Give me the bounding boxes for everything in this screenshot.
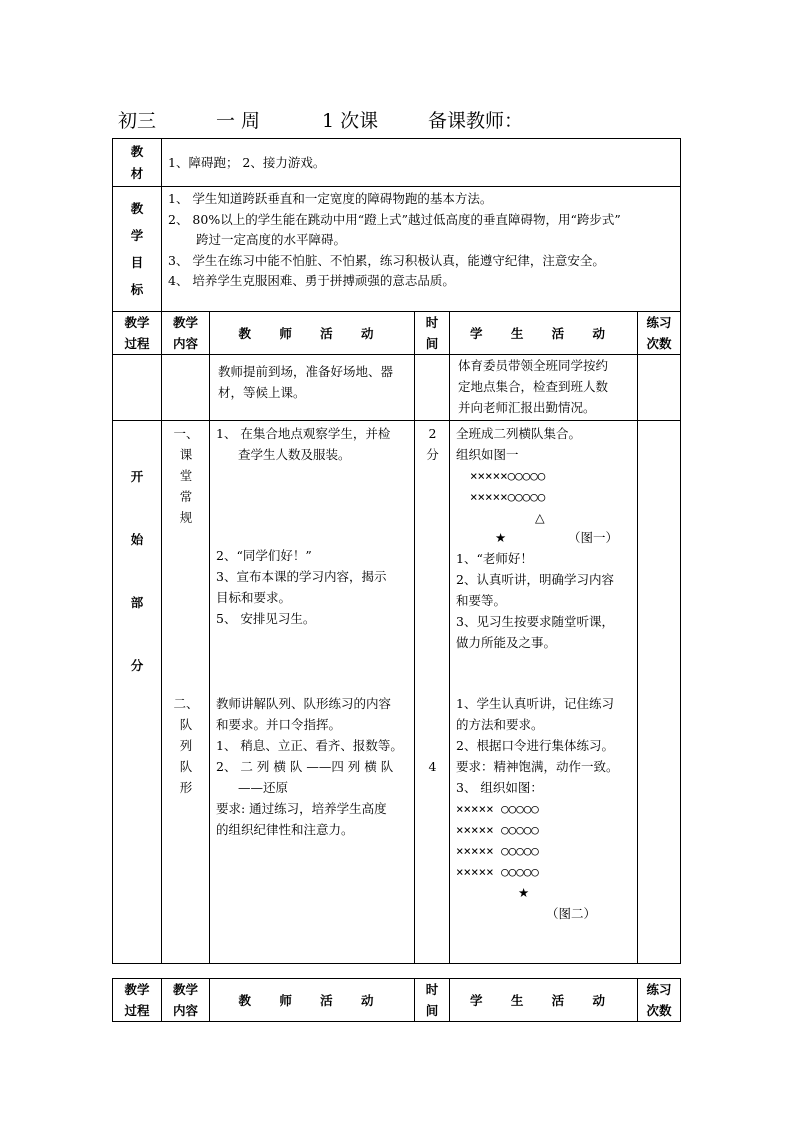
formation-row: ×××××○○○○○ xyxy=(470,489,546,504)
col-student: 学 生 活 动 xyxy=(450,979,638,1022)
formation-row: ××××× ○○○○○ xyxy=(456,843,539,858)
part1-teacher-b: 2、“同学们好！” 3、宣布本课的学习内容，揭示 目标和要求。 5、 安排见习生。 xyxy=(216,548,387,626)
part1-time: 2 分 xyxy=(426,426,439,462)
lesson-plan-table xyxy=(112,138,681,964)
col-time: 时 间 xyxy=(415,979,450,1022)
part1-student-a: 全班成二列横队集合。 组织如图一 xyxy=(456,426,582,462)
teacher-triangle-icon: △ xyxy=(535,510,545,525)
col-content: 教学 内容 xyxy=(162,312,210,355)
col-content: 教学 内容 xyxy=(162,979,210,1022)
formation-row: ××××× ○○○○○ xyxy=(456,864,539,879)
part2-teacher: 教师讲解队列、队形练习的内容 和要求。并口令指挥。 1、 稍息、立正、看齐、报数等。 2、 二 列 横 队 ——四 列 横 队 ——还原 要求: 通过练习，培养学生高度 的组织纪律性和注意力。 xyxy=(216,696,403,837)
formation-2 xyxy=(456,798,539,882)
materials-label: 教 材 xyxy=(113,139,162,187)
figure-caption-2: （图二） xyxy=(546,906,597,921)
col-time: 时 间 xyxy=(415,312,450,355)
objectives-content xyxy=(162,187,681,312)
formation-row: ××××× ○○○○○ xyxy=(456,822,539,837)
col-count: 练习 次数 xyxy=(638,979,681,1022)
objectives-row xyxy=(113,187,681,312)
teacher-column xyxy=(210,421,415,964)
pre-teacher: 教师提前到场，准备好场地、器 材，等候上课。 xyxy=(210,355,415,421)
star-icon: ★ xyxy=(518,885,530,900)
count-column xyxy=(638,421,681,964)
pre-class-row xyxy=(113,355,681,421)
col-process: 教学 过程 xyxy=(113,312,162,355)
col-process: 教学 过程 xyxy=(113,979,162,1022)
part1-title: 一、 课 堂 常 规 xyxy=(173,426,199,525)
col-teacher: 教 师 活 动 xyxy=(210,312,415,355)
objective-item: 3、 学生在练习中能不怕脏、不怕累，练习积极认真，能遵守纪律，注意安全。 xyxy=(168,252,605,268)
objective-item: 1、 学生知道跨跃垂直和一定宽度的障碍物跑的基本方法。 xyxy=(168,191,493,206)
objectives-label: 教 学 目 标 xyxy=(113,187,162,312)
column-header-row xyxy=(113,312,681,355)
grade-label: 初三 xyxy=(118,110,157,132)
objective-item: 跨过一定高度的水平障碍。 xyxy=(196,232,347,247)
column-header-row xyxy=(113,979,681,1022)
formation-row: ×××××○○○○○ xyxy=(470,468,546,483)
start-section-row xyxy=(113,421,681,964)
formation-row: ××××× ○○○○○ xyxy=(456,801,539,816)
materials-content: 1、障碍跑； 2、接力游戏。 xyxy=(162,139,681,187)
page-header xyxy=(118,106,678,132)
star-icon: ★ xyxy=(495,530,507,545)
week-label: 一 周 xyxy=(216,110,261,132)
figure-caption-1: （图一） xyxy=(568,530,619,545)
col-student: 学 生 活 动 xyxy=(450,312,638,355)
pre-student: 体育委员带领全班同学按约 定地点集合，检查到班人数 并向老师汇报出勤情况。 xyxy=(450,355,638,421)
student-column xyxy=(450,421,638,964)
teacher-label: 备课教师： xyxy=(428,110,524,132)
content-column xyxy=(162,421,210,964)
part1-teacher-a: 1、 在集合地点观察学生，并检 查学生人数及服装。 xyxy=(216,426,391,462)
col-count: 练习 次数 xyxy=(638,312,681,355)
continuation-header-table xyxy=(112,978,681,1022)
materials-row xyxy=(113,139,681,187)
time-column xyxy=(415,421,450,964)
part1-student-b: 1、“老师好！ 2、认真听讲，明确学习内容 和要等。 3、见习生按要求随堂听课， 做力所能及之事。 xyxy=(456,551,614,650)
part2-student: 1、学生认真听讲，记住练习 的方法和要求。 2、根据口令进行集体练习。 要求：精神饱满，动作一致。 3、 组织如图： xyxy=(456,696,619,795)
section-label: 开 始 部 分 xyxy=(113,421,162,964)
formation-1 xyxy=(470,465,545,507)
lesson-label: 1 次课 xyxy=(322,110,379,132)
col-teacher: 教 师 活 动 xyxy=(210,979,415,1022)
part2-title: 二、 队 列 队 形 xyxy=(173,696,199,795)
objective-item: 2、 80%以上的学生能在跳动中用“蹬上式”越过低高度的垂直障碍物，用“跨步式” xyxy=(168,211,621,227)
objective-item: 4、 培养学生克服困难、勇于拼搏顽强的意志品质。 xyxy=(168,273,455,288)
part2-time: 4 xyxy=(428,759,437,774)
